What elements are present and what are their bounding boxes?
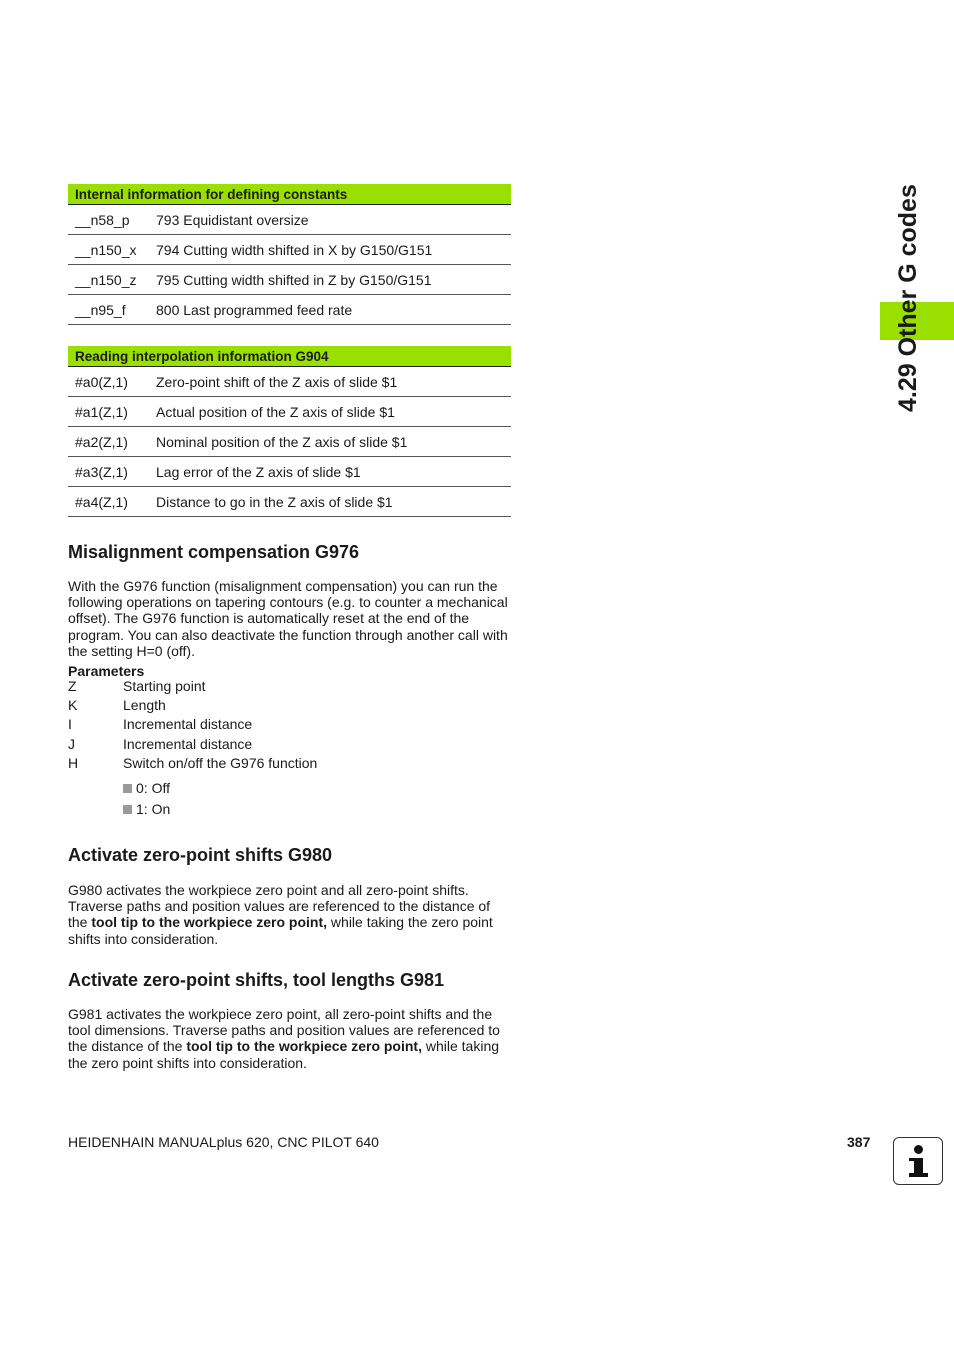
option-item [123, 780, 170, 796]
table-cell-desc: 795 Cutting width shifted in Z by G150/G151 [156, 265, 511, 295]
body-text: G981 activates the workpiece zero point, all zero-point shifts and the tool dimensions. Traverse paths and position values are referenced to the distance of the [68, 1006, 500, 1055]
section-heading-g976: Misalignment compensation G976 [68, 542, 360, 562]
section-heading-g980: Activate zero-point shifts G980 [68, 845, 333, 865]
constants-table [68, 184, 511, 325]
parameter-key: H [68, 755, 79, 771]
body-text-bold: tool tip to the workpiece zero point, [186, 1038, 422, 1055]
parameter-row [68, 678, 206, 694]
table-cell-desc: 794 Cutting width shifted in X by G150/G151 [156, 235, 511, 265]
table-cell-code: #a3(Z,1) [68, 457, 156, 487]
table-cell-desc: 800 Last programmed feed rate [156, 295, 511, 325]
table-row [68, 367, 511, 397]
table-cell-code: __n58_p [68, 205, 156, 235]
table-cell-desc: Zero-point shift of the Z axis of slide $1 [156, 367, 511, 397]
page-number: 387 [847, 1134, 871, 1150]
interpolation-table-header: Reading interpolation information G904 [68, 346, 511, 367]
square-bullet-icon [123, 805, 132, 814]
section-body-g980 [68, 882, 513, 947]
option-label: 0: Off [136, 780, 170, 796]
table-cell-desc: Nominal position of the Z axis of slide $1 [156, 427, 511, 457]
table-cell-code: #a1(Z,1) [68, 397, 156, 427]
table-cell-code: __n150_z [68, 265, 156, 295]
parameter-row [68, 716, 252, 732]
table-row [68, 427, 511, 457]
parameter-key: Z [68, 678, 77, 694]
parameter-desc: Length [123, 697, 166, 713]
table-row [68, 235, 511, 265]
section-heading-g981: Activate zero-point shifts, tool lengths G981 [68, 970, 445, 990]
table-row [68, 265, 511, 295]
body-text-bold: tool tip to the workpiece zero point, [91, 914, 328, 931]
parameters-heading: Parameters [68, 663, 145, 679]
parameter-desc: Incremental distance [123, 736, 253, 752]
body-text: while taking the zero point shifts into consideration. [68, 914, 493, 947]
table-cell-code: #a2(Z,1) [68, 427, 156, 457]
table-cell-code: #a0(Z,1) [68, 367, 156, 397]
section-body-g981 [68, 1006, 513, 1071]
table-cell-desc: Distance to go in the Z axis of slide $1 [156, 487, 511, 517]
table-cell-desc: 793 Equidistant oversize [156, 205, 511, 235]
body-text: while taking the zero point shifts into consideration. [68, 1038, 500, 1071]
parameter-desc: Starting point [123, 678, 206, 694]
table-cell-desc: Actual position of the Z axis of slide $1 [156, 397, 511, 427]
table-row [68, 487, 511, 517]
table-cell-code: __n95_f [68, 295, 156, 325]
table-cell-code: #a4(Z,1) [68, 487, 156, 517]
table-row [68, 295, 511, 325]
option-item [123, 801, 170, 817]
chapter-side-title: 4.29 Other G codes [894, 184, 922, 412]
square-bullet-icon [123, 784, 132, 793]
option-label: 1: On [136, 801, 171, 817]
table-row [68, 397, 511, 427]
footer-manual-name: HEIDENHAIN MANUALplus 620, CNC PILOT 640 [68, 1134, 379, 1150]
table-row [68, 205, 511, 235]
parameter-row [68, 736, 252, 752]
info-icon [893, 1137, 943, 1185]
table-row [68, 457, 511, 487]
interpolation-table [68, 346, 511, 517]
parameter-key: K [68, 697, 78, 713]
body-text: G980 activates the workpiece zero point and all zero-point shifts. Traverse paths and position values are referenced to the distance of the [68, 882, 491, 931]
parameter-desc: Switch on/off the G976 function [123, 755, 318, 771]
section-body-g976: With the G976 function (misalignment compensation) you can run the following operations on tapering contours (e.g. to counter a mechanical offset). The G976 function is automatically reset at the end of the program. You can also deactivate the function through another call with the setting H=0 (off). [68, 578, 508, 659]
parameter-key: I [68, 716, 72, 732]
table-cell-desc: Lag error of the Z axis of slide $1 [156, 457, 511, 487]
constants-table-header: Internal information for defining constants [68, 184, 511, 205]
parameter-key: J [68, 736, 75, 752]
parameter-row [68, 755, 317, 771]
parameter-row [68, 697, 166, 713]
table-cell-code: __n150_x [68, 235, 156, 265]
parameter-desc: Incremental distance [123, 716, 253, 732]
